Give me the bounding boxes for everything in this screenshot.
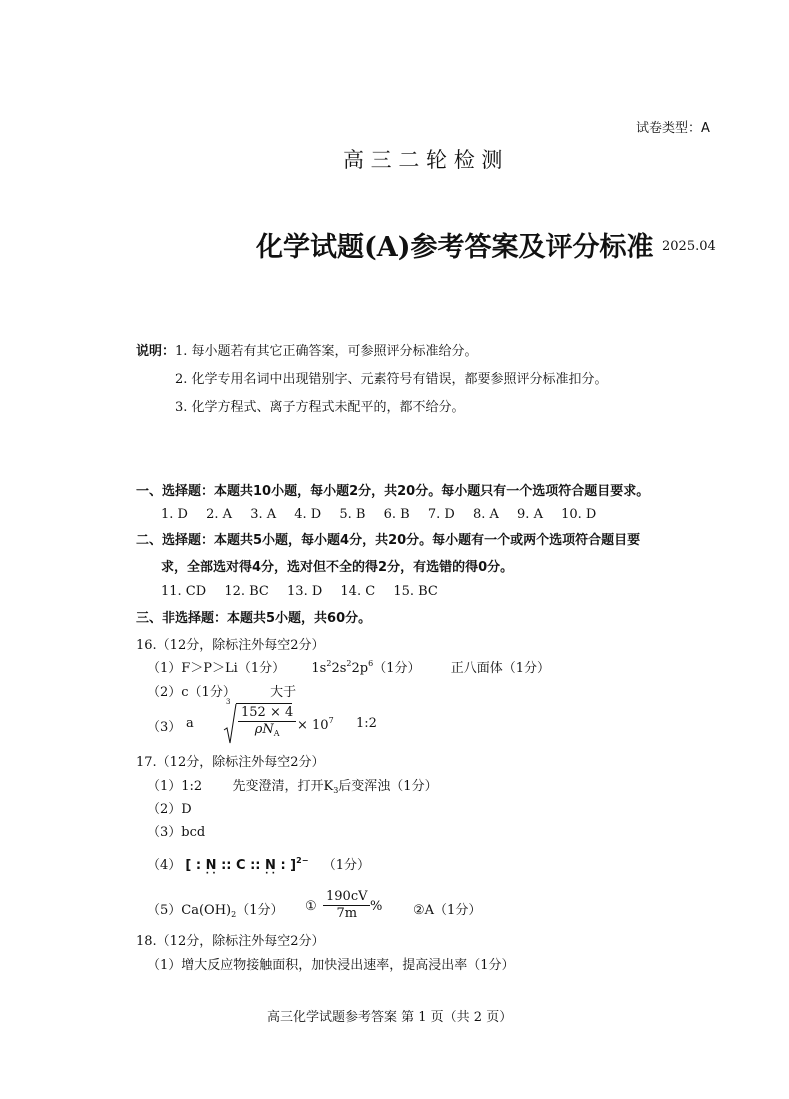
config-sup: 2	[346, 659, 352, 668]
note-item: 2. 化学专用名词中出现错别字、元素符号有错误，都要参照评分标准扣分。	[175, 372, 608, 387]
fraction	[238, 705, 296, 742]
section2-heading-line2: 求，全部选对得4分，选对但不全的得2分，有选错的得0分。	[161, 560, 514, 575]
q17-part3	[147, 821, 205, 840]
atom-symbol: C	[236, 858, 246, 873]
subscript: 2	[231, 910, 237, 919]
q18-title: 18.（12分，除标注外每空2分）	[136, 934, 325, 949]
answer-item: 14. C	[340, 584, 376, 599]
config-part: 2s	[331, 661, 347, 676]
score-note: （1分）	[322, 858, 370, 873]
page-footer: 高三化学试题参考答案 第 1 页（共 2 页）	[267, 1010, 513, 1025]
q17-title: 17.（12分，除标注外每空2分）	[136, 755, 325, 770]
answer-text: a	[186, 716, 194, 731]
answer-item: 15. BC	[393, 584, 438, 599]
q17-part2	[147, 798, 192, 817]
score-note: （1分）	[236, 903, 284, 918]
part5-answer-a	[147, 899, 284, 919]
root-index: 3	[226, 698, 231, 706]
part-label: （4）	[147, 858, 182, 873]
part-label: （5）	[147, 903, 182, 918]
times-text: × 10	[297, 718, 329, 733]
lone-pair: :	[280, 858, 286, 873]
radical-bar	[236, 703, 292, 704]
atom-symbol: N · ·	[206, 858, 217, 873]
q17-part1	[147, 775, 438, 795]
section1-answers	[161, 507, 596, 522]
answer-text: D	[181, 802, 192, 817]
bond-pair: ::	[250, 858, 261, 873]
answer-text: bcd	[181, 825, 206, 840]
answer-item: 11. CD	[161, 584, 207, 599]
answer-item: 8. A	[472, 507, 499, 522]
config-part: 2p	[351, 661, 369, 676]
bracket-open: [	[185, 858, 192, 873]
bond-pair: ::	[221, 858, 232, 873]
note-line-1	[136, 340, 478, 359]
answer-item: 5. B	[339, 507, 366, 522]
q16-part1	[147, 657, 550, 676]
lone-pair: :	[195, 858, 202, 873]
paper-type-label: 试卷类型：A	[636, 121, 710, 136]
part-label: （2）	[147, 802, 182, 817]
q18-part1	[147, 954, 515, 973]
answer-item: 7. D	[427, 507, 455, 522]
part-label: （2）	[147, 685, 182, 700]
page-title: 化学试题(A)参考答案及评分标准	[256, 232, 654, 263]
answer-item: 3. A	[250, 507, 277, 522]
answer-text: 1:2	[181, 779, 203, 794]
section2-answers	[161, 584, 438, 599]
section3-heading: 三、非选择题：本题共5小题，共60分。	[136, 611, 372, 626]
q17-part4	[147, 854, 370, 873]
config-sup: 2	[326, 659, 332, 668]
circled-mark: ①	[305, 899, 317, 914]
answer-item: 9. A	[517, 507, 543, 522]
answer-text: 正八面体（1分）	[450, 661, 551, 676]
lewis-structure	[185, 856, 308, 873]
answer-text: Ca(OH)	[181, 903, 232, 918]
denominator-sub: A	[273, 729, 280, 738]
power-term	[297, 716, 334, 733]
part-label: （3）	[147, 720, 182, 735]
q16-title: 16.（12分，除标注外每空2分）	[136, 638, 325, 653]
document-date: 2025.04	[662, 239, 716, 254]
subscript: 3	[333, 786, 339, 795]
notes-label: 说明：	[136, 344, 176, 359]
fraction	[323, 889, 370, 922]
answer-item: 1. D	[161, 507, 188, 522]
fraction-denominator	[238, 722, 296, 742]
answer-text: 先变澄清，打开K	[232, 779, 334, 794]
atom-symbol: N · ·	[265, 858, 276, 873]
radical-sign-icon	[223, 703, 237, 745]
bracket-close: ]	[290, 858, 297, 873]
fraction-numerator: 152 × 4	[238, 705, 296, 722]
part-label: （1）	[147, 779, 182, 794]
answer-item: 13. D	[287, 584, 323, 599]
q16-part2	[147, 681, 296, 700]
section2-heading-line1: 二、选择题：本题共5小题，每小题4分，共20分。每小题有一个或两个选项符合题目要	[136, 533, 641, 548]
answer-item: 2. A	[206, 507, 233, 522]
config-part: 1s	[311, 661, 327, 676]
answer-text: 增大反应物接触面积，加快浸出速率，提高浸出率（1分）	[181, 958, 515, 973]
ion-charge: 2−	[296, 856, 309, 865]
part-label: （1）	[147, 661, 182, 676]
fraction-denominator: 7m	[336, 906, 358, 921]
section1-heading: 一、选择题：本题共10小题，每小题2分，共20分。每小题只有一个选项符合题目要求。	[136, 484, 650, 499]
answer-item: 6. B	[383, 507, 410, 522]
exponent: 7	[328, 716, 334, 725]
answer-item: 12. BC	[224, 584, 269, 599]
answer-text: F＞P＞Li（1分）	[181, 661, 286, 676]
config-sup: 6	[368, 659, 374, 668]
answer-text: ②A（1分）	[413, 903, 482, 918]
part-label: （1）	[147, 958, 182, 973]
part-label: （3）	[147, 825, 182, 840]
denominator-text: ρN	[254, 722, 274, 737]
answer-text: c（1分）	[181, 685, 236, 700]
answer-text: 1:2	[356, 716, 377, 731]
fraction-numerator: 190cV	[323, 889, 370, 906]
answer-text: 后变浑浊（1分）	[338, 779, 438, 794]
answer-text: 大于	[270, 685, 297, 700]
note-item: 3. 化学方程式、离子方程式未配平的，都不给分。	[175, 400, 465, 415]
exam-name: 高 三 二 轮 检 测	[343, 148, 503, 172]
answer-item: 4. D	[294, 507, 322, 522]
note-item: 1. 每小题若有其它正确答案，可参照评分标准给分。	[175, 344, 478, 359]
electron-config	[311, 661, 420, 676]
answer-item: 10. D	[561, 507, 597, 522]
percent-sign: %	[370, 899, 383, 914]
score-note: （1分）	[373, 661, 421, 676]
